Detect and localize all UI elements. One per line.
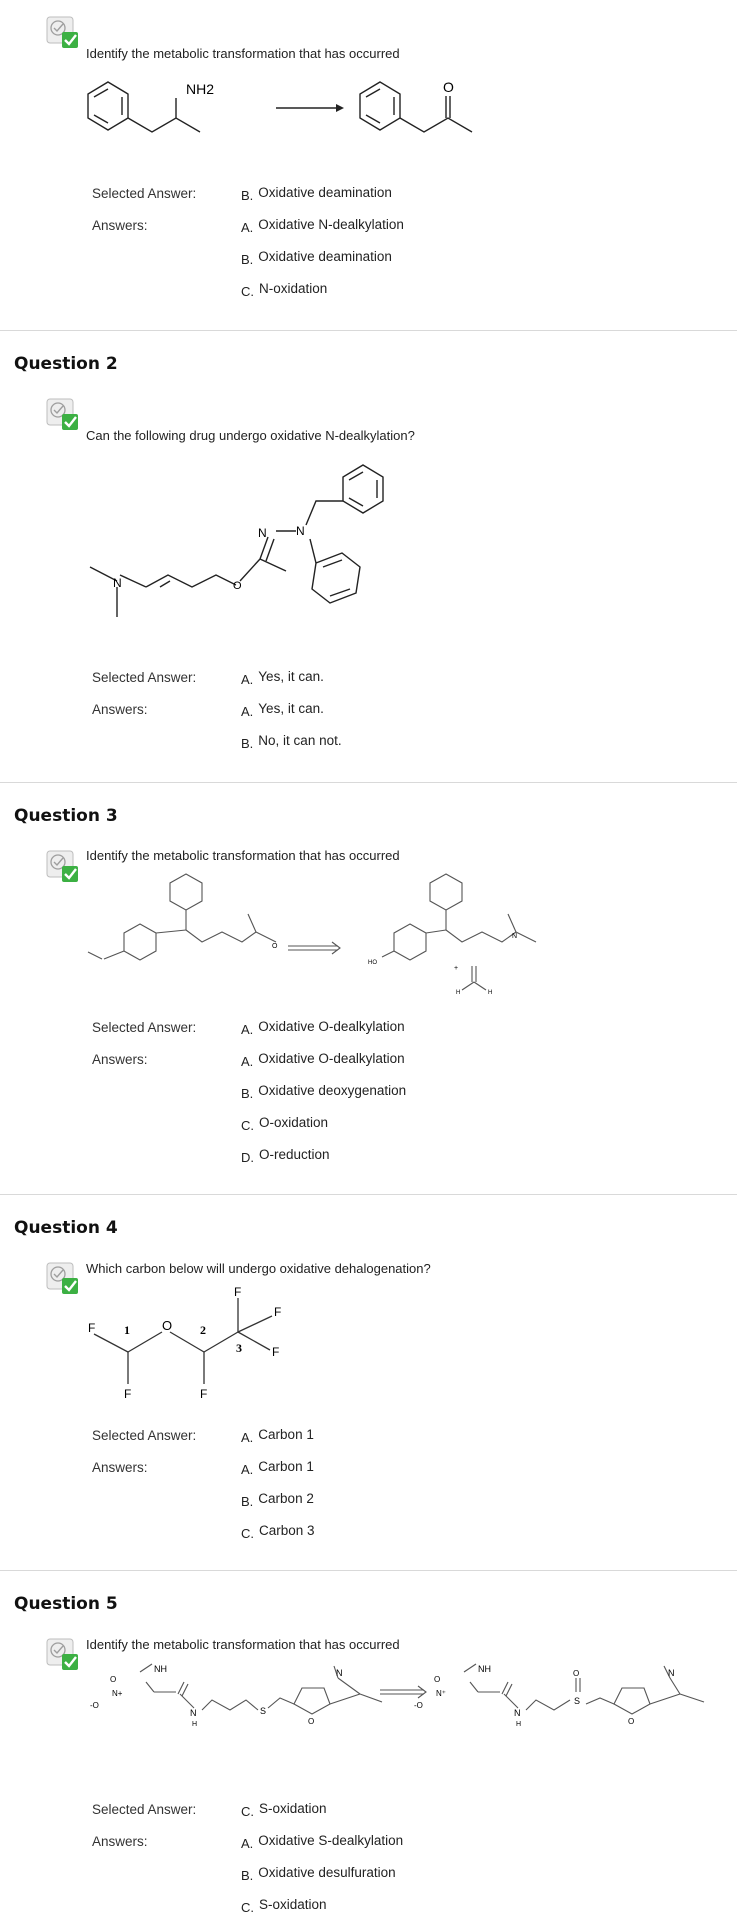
svg-text:N+: N+ — [112, 1689, 123, 1698]
svg-text:+: + — [454, 965, 459, 972]
selected-answer-label: Selected Answer: — [92, 670, 197, 685]
svg-text:F: F — [200, 1387, 208, 1401]
question-prompt: Identify the metabolic transformation that has occurred — [86, 1637, 400, 1652]
selected-answer-label: Selected Answer: — [92, 1802, 197, 1817]
question-heading: Question 4 — [14, 1218, 118, 1238]
question-divider — [0, 1570, 737, 1571]
answers-label: Answers: — [92, 1834, 148, 1849]
answer-option: B. Carbon 2 — [241, 1491, 314, 1509]
svg-text:O: O — [308, 1717, 315, 1726]
selected-answer: A. Yes, it can. — [241, 669, 324, 687]
reaction-figure — [80, 70, 520, 150]
answer-option: C. S-oxidation — [241, 1897, 327, 1915]
svg-text:-O: -O — [90, 1701, 99, 1710]
answer-option: A. Oxidative N-dealkylation — [241, 217, 404, 235]
svg-text:F: F — [234, 1285, 242, 1299]
answers-label: Answers: — [92, 218, 148, 233]
carbonyl-oxygen-label: O — [443, 79, 454, 95]
question-prompt: Which carbon below will undergo oxidative dehalogenation? — [86, 1261, 431, 1276]
answers-label: Answers: — [92, 1460, 148, 1475]
answer-option: D. O-reduction — [241, 1147, 330, 1165]
svg-text:H: H — [192, 1721, 198, 1728]
answer-option: C. Carbon 3 — [241, 1523, 315, 1541]
question-prompt: Can the following drug undergo oxidative N-dealkylation? — [86, 428, 415, 443]
svg-text:O: O — [110, 1675, 117, 1684]
correct-check-icon — [46, 16, 78, 48]
svg-text:N: N — [336, 1668, 343, 1678]
svg-text:NH: NH — [478, 1664, 491, 1674]
question-heading: Question 3 — [14, 806, 118, 826]
amine-label: NH2 — [186, 81, 215, 97]
svg-text:F: F — [274, 1305, 282, 1319]
selected-answer: C. S-oxidation — [241, 1801, 327, 1819]
question-heading: Question 2 — [14, 354, 118, 374]
svg-text:N: N — [113, 576, 122, 590]
answer-option: B. Oxidative deoxygenation — [241, 1083, 407, 1101]
svg-text:N: N — [668, 1668, 675, 1678]
answer-option: A. Oxidative S-dealkylation — [241, 1833, 404, 1851]
svg-text:H: H — [516, 1721, 522, 1728]
question-divider — [0, 1194, 737, 1195]
answer-option: B. Oxidative desulfuration — [241, 1865, 396, 1883]
answer-option: B. Oxidative deamination — [241, 249, 392, 267]
svg-text:H: H — [488, 990, 493, 996]
question-divider — [0, 330, 737, 331]
selected-answer: A. Oxidative O-dealkylation — [241, 1019, 405, 1037]
svg-text:F: F — [272, 1345, 280, 1359]
svg-text:F: F — [88, 1321, 96, 1335]
selected-answer: B. Oxidative deamination — [241, 185, 392, 203]
svg-text:2: 2 — [200, 1323, 206, 1337]
svg-text:O: O — [434, 1675, 441, 1684]
question-divider — [0, 782, 737, 783]
svg-text:NH: NH — [154, 1664, 167, 1674]
correct-check-icon — [46, 398, 78, 430]
svg-text:N: N — [258, 526, 267, 540]
answer-option: A. Oxidative O-dealkylation — [241, 1051, 405, 1069]
answer-option: A. Yes, it can. — [241, 701, 324, 719]
answer-option: A. Carbon 1 — [241, 1459, 314, 1477]
svg-text:O: O — [628, 1717, 635, 1726]
answers-label: Answers: — [92, 702, 148, 717]
answers-label: Answers: — [92, 1052, 148, 1067]
svg-text:O: O — [272, 943, 278, 950]
svg-text:O: O — [573, 1669, 580, 1678]
svg-text:HO: HO — [368, 960, 377, 966]
svg-text:F: F — [124, 1387, 132, 1401]
svg-text:-O: -O — [414, 1701, 423, 1710]
answer-option: C. O-oxidation — [241, 1115, 329, 1133]
svg-text:N: N — [512, 933, 518, 940]
reaction-figure — [80, 866, 560, 996]
selected-answer-label: Selected Answer: — [92, 1428, 197, 1443]
svg-text:N⁺: N⁺ — [436, 1689, 446, 1698]
answer-option: B. No, it can not. — [241, 733, 342, 751]
reaction-figure — [80, 1652, 720, 1742]
svg-text:3: 3 — [236, 1341, 242, 1355]
question-prompt: Identify the metabolic transformation that has occurred — [86, 46, 400, 61]
dehalogenation-structure-figure — [80, 1276, 320, 1406]
svg-text:N: N — [296, 524, 305, 538]
svg-text:S: S — [260, 1706, 267, 1716]
selected-answer: A. Carbon 1 — [241, 1427, 314, 1445]
question-prompt: Identify the metabolic transformation that has occurred — [86, 848, 400, 863]
svg-text:N: N — [514, 1708, 521, 1718]
correct-check-icon — [46, 1638, 78, 1670]
svg-text:N: N — [190, 1708, 197, 1718]
svg-text:O: O — [162, 1318, 173, 1333]
svg-text:S: S — [574, 1696, 581, 1706]
drug-structure-figure — [80, 455, 420, 635]
correct-check-icon — [46, 850, 78, 882]
question-heading: Question 5 — [14, 1594, 118, 1614]
selected-answer-label: Selected Answer: — [92, 1020, 197, 1035]
answer-option: C. N-oxidation — [241, 281, 328, 299]
correct-check-icon — [46, 1262, 78, 1294]
svg-text:O: O — [233, 580, 242, 592]
svg-text:H: H — [456, 990, 461, 996]
selected-answer-label: Selected Answer: — [92, 186, 197, 201]
svg-text:1: 1 — [124, 1323, 130, 1337]
